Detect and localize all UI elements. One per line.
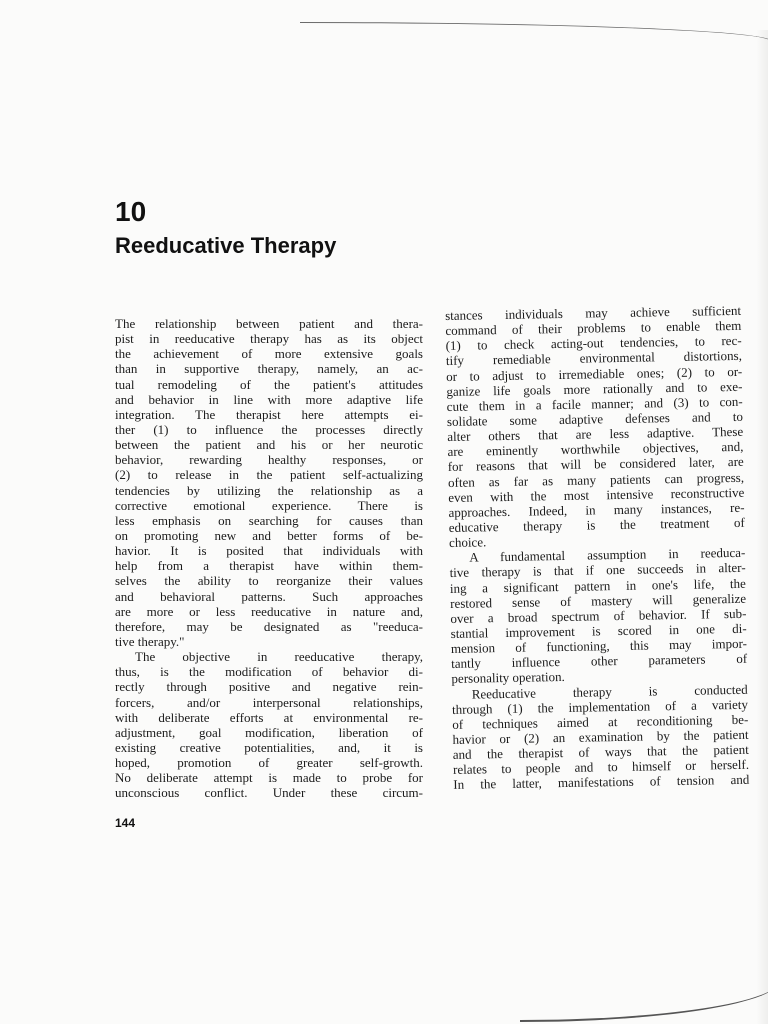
text-line: command of their problems to enable them: [445, 317, 742, 339]
text-line: or to adjust to irremediable ones; (2) to or-: [446, 363, 743, 384]
text-line: between the patient and his or her neurotic: [115, 437, 423, 453]
text-line: restored sense of mastery will generalize: [450, 590, 747, 611]
text-line: tual remodeling of the patient's attitudes: [115, 376, 423, 392]
text-line: of techniques aimed at reconditioning be-: [452, 711, 749, 732]
text-line: often as far as many patients can progress,: [447, 469, 745, 490]
text-line: relates to people and to himself or herself.: [452, 756, 750, 778]
text-line: hoped, promotion of greater self-growth.: [115, 755, 423, 771]
text-line: approaches. Indeed, in many instances, re-: [448, 499, 745, 520]
page-edge-bottom: [520, 980, 768, 1022]
text-line: ing a significant pattern in one's life, the: [449, 575, 746, 596]
text-line: existing creative potentialities, and, it is: [115, 739, 423, 755]
text-line: the achievement of more extensive goals: [115, 346, 423, 362]
text-line: stances individuals may achieve sufficient: [445, 302, 742, 323]
text-line: havior or (2) an examination by the patient: [452, 726, 749, 747]
text-line: are eminently worthwhile objectives, and,: [447, 439, 744, 460]
text-line: selves the ability to reorganize their values: [115, 573, 423, 589]
text-line: behavior, rewarding healthy responses, or: [115, 452, 423, 468]
page-number: 144: [115, 816, 136, 830]
text-line: ther (1) to influence the processes directly: [115, 421, 423, 437]
text-line: over a broad spectrum of behavior. If sub-: [450, 605, 747, 626]
text-line: tive therapy.": [115, 633, 185, 649]
text-line: tive therapy is that if one succeeds in alter-: [449, 560, 746, 581]
text-line: solidate some adaptive defenses and to: [446, 408, 744, 429]
text-line: integration. The therapist here attempts ei-: [115, 406, 423, 422]
text-line: forcers, and/or interpersonal relationships,: [115, 694, 423, 710]
page-edge-top: [300, 22, 768, 41]
text-line: (1) to check acting-out tendencies, to rec-: [445, 333, 742, 354]
text-line: educative therapy is the treatment of: [448, 514, 745, 535]
page-edge-shadow: [756, 30, 768, 1024]
text-line: mension of functioning, this may impor-: [450, 635, 748, 657]
text-line: help from a therapist have within them-: [115, 558, 423, 574]
text-line: cute them in a facile manner; and (3) to con-: [446, 393, 743, 414]
text-line: tantly influence other parameters of: [451, 651, 748, 672]
text-line: The relationship between patient and thera-: [115, 316, 423, 331]
text-line: for reasons that will be considered later, are: [447, 454, 744, 475]
text-line: choice.: [448, 534, 487, 551]
text-line: The objective in reeducative therapy,: [135, 649, 423, 665]
text-line: on promoting new and better forms of be-: [115, 527, 423, 543]
text-line: rectly through positive and negative rein-: [115, 679, 423, 695]
text-line: through (1) the implementation of a variety: [451, 696, 749, 717]
text-line: and the therapist of ways that the patient: [452, 741, 749, 763]
text-line: even with the most intensive reconstructive: [448, 484, 745, 505]
text-line: are more or less reeducative in nature and,: [115, 603, 423, 619]
chapter-number: 10: [115, 196, 147, 227]
text-line: thus, is the modification of behavior di-: [115, 664, 423, 680]
text-line: alter others that are less adaptive. These: [447, 423, 744, 445]
text-line: corrective emotional experience. There is: [115, 497, 423, 513]
text-line: therefore, may be designated as "reeduca-: [115, 618, 423, 634]
text-column-left: [115, 316, 423, 801]
text-line: adjustment, goal modification, liberation of: [115, 724, 423, 740]
text-line: tify remediable environmental distortions,: [445, 348, 743, 369]
text-line: havior. It is posited that individuals with: [115, 543, 423, 559]
text-line: unconscious conflict. Under these circum-: [115, 785, 423, 801]
text-line: less emphasis on searching for causes than: [115, 512, 423, 528]
text-line: personality operation.: [451, 669, 565, 687]
text-line: (2) to release in the patient self-actualizing: [115, 467, 423, 483]
text-line: No deliberate attempt is made to probe for: [115, 770, 423, 786]
text-line: than in supportive therapy, namely, an ac-: [115, 361, 423, 377]
text-line: ganize life goals more rationally and to exe-: [446, 378, 743, 399]
text-line: In the latter, manifestations of tension and: [453, 772, 750, 793]
text-line: and behavioral patterns. Such approaches: [115, 588, 423, 604]
text-line: stantial improvement is scored in one di-: [450, 620, 747, 641]
text-line: and behavior in line with more adaptive life: [115, 391, 423, 407]
text-line: A fundamental assumption in reeduca-: [469, 545, 746, 565]
text-column-right: [445, 303, 749, 793]
text-line: tendencies by utilizing the relationship as a: [115, 482, 423, 498]
text-line: Reeducative therapy is conducted: [471, 681, 748, 702]
text-line: pist in reeducative therapy has as its object: [115, 331, 423, 347]
chapter-title: Reeducative Therapy: [115, 233, 337, 258]
text-line: with deliberate efforts at environmental re-: [115, 709, 423, 725]
